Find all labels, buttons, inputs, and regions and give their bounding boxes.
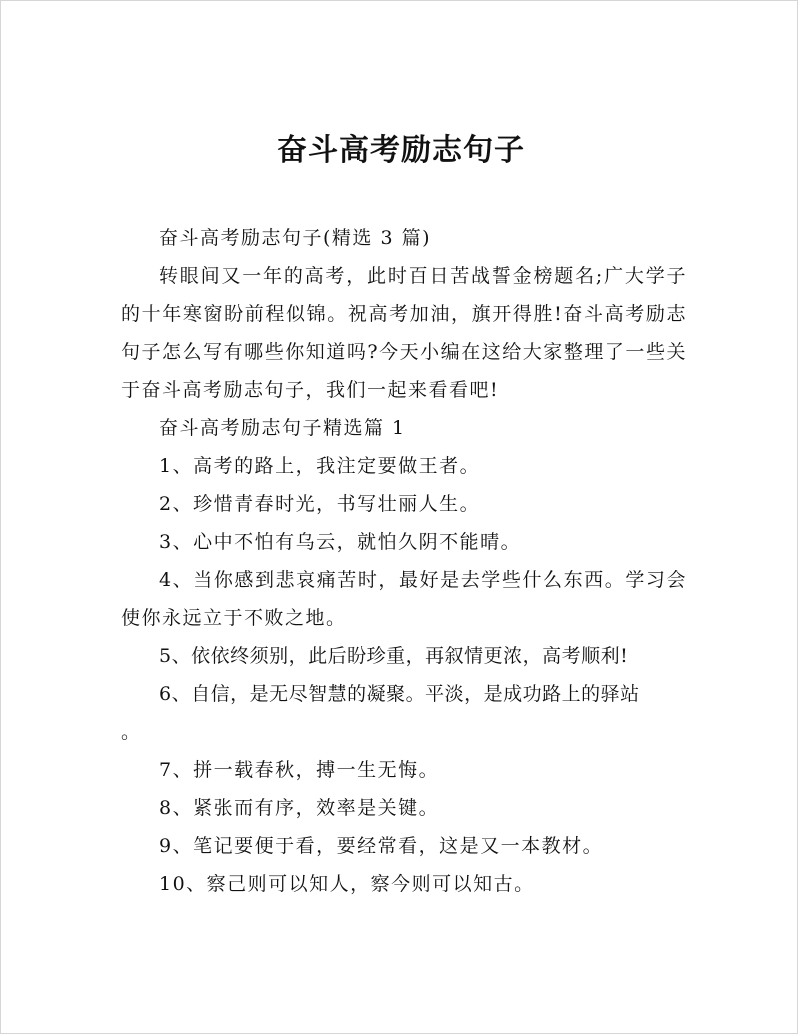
list-item: 1、高考的路上，我注定要做王者。 [159,455,481,477]
list-item: 10、察己则可以知人，察今则可以知古。 [159,873,535,895]
document-body [121,219,687,903]
list-item: 3、心中不怕有乌云，就怕久阴不能晴。 [159,531,522,553]
list-item: 7、拼一载春秋，搏一生无悔。 [159,759,440,781]
list-item: 9、笔记要便于看，要经常看，这是又一本教材。 [159,835,604,857]
intro-paragraph: 转眼间又一年的高考，此时百日苦战誓金榜题名;广大学子的十年寒窗盼前程似锦。祝高考加油，旗开得胜!奋斗高考励志句子怎么写有哪些你知道吗?今天小编在这给大家整理了一些关于奋斗高考励志句子，我们一起来看看吧! [121,265,687,401]
list-item: 8、紧张而有序，效率是关键。 [159,797,440,819]
section-heading: 奋斗高考励志句子精选篇 1 [159,417,406,439]
document-title: 奋斗高考励志句子 [277,133,525,168]
list-item-continuation: 。 [121,721,141,743]
list-item: 2、珍惜青春时光，书写壮丽人生。 [159,493,481,515]
list-item: 5、依依终须别，此后盼珍重，再叙情更浓，高考顺利! [159,645,629,667]
subtitle-paragraph: 奋斗高考励志句子(精选 3 篇) [159,227,431,249]
list-item: 6、自信，是无尽智慧的凝聚。平淡，是成功路上的驿站 [159,683,640,705]
list-item: 4、当你感到悲哀痛苦时，最好是去学些什么东西。学习会使你永远立于不败之地。 [121,569,687,629]
